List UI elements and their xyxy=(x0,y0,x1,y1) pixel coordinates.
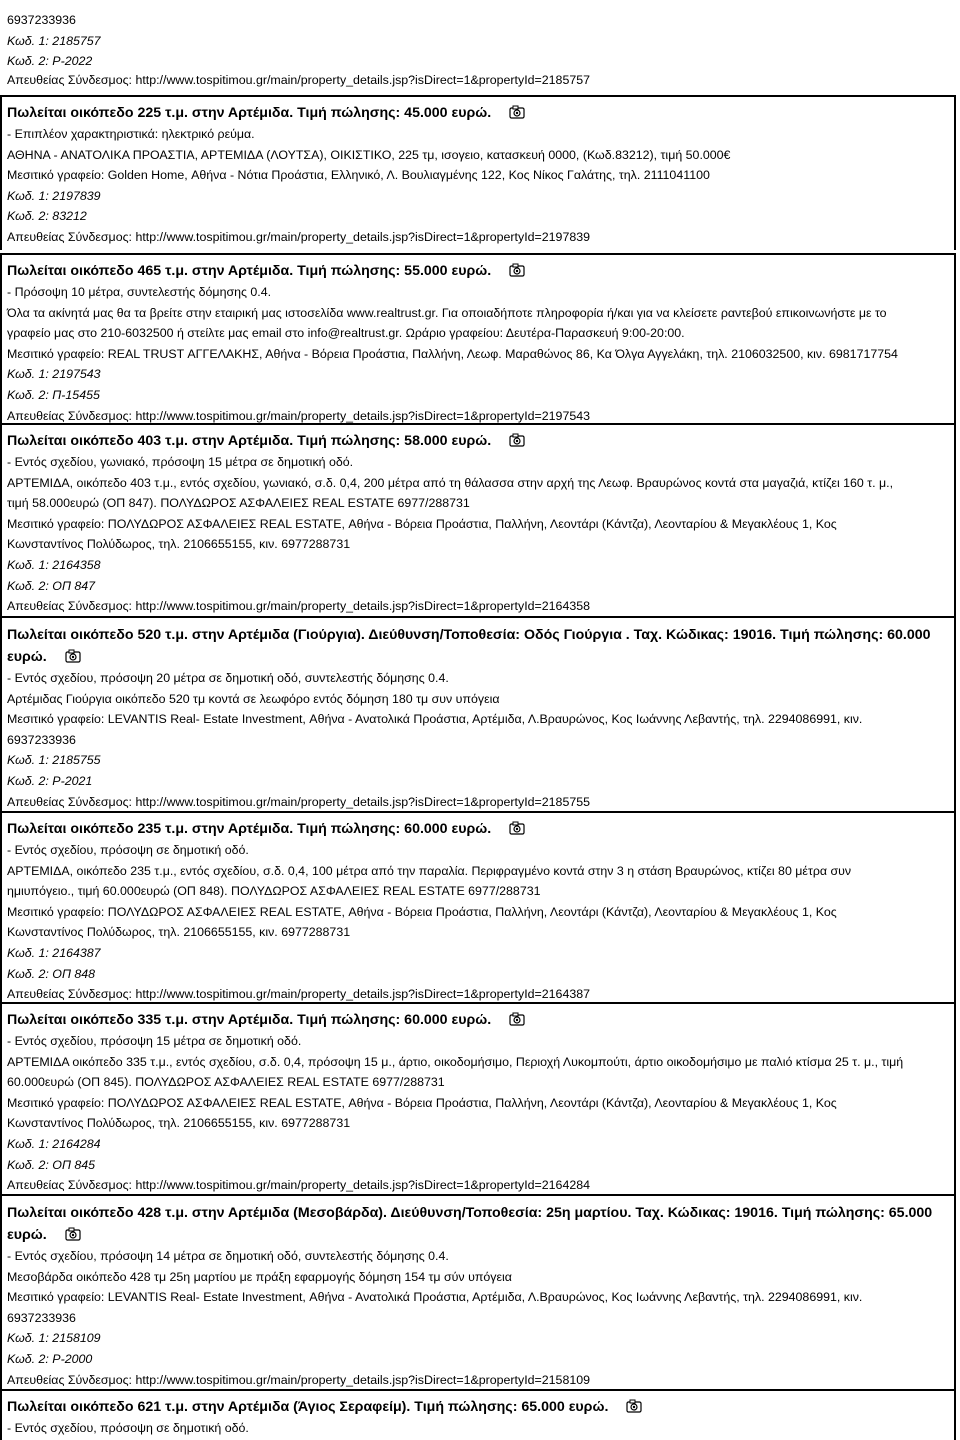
listing-title-text: Πωλείται οικόπεδο 621 τ.μ. στην Αρτέμιδα (Άγιος Σεραφείμ). Τιμή πώλησης: 65.000 ευρώ. xyxy=(7,1399,609,1415)
listing-block xyxy=(0,423,956,619)
listing-title-text: Πωλείται οικόπεδο 465 τ.μ. στην Αρτέμιδα. Τιμή πώλησης: 55.000 ευρώ. xyxy=(7,263,492,279)
listing-code1: Κωδ. 1: 2185755 xyxy=(7,753,101,768)
listing-block xyxy=(0,253,956,428)
listing-description-line: Μεσιτικό γραφείο: ΠΟΛΥΔΩΡΟΣ ΑΣΦΑΛΕΙΕΣ REAL ESTATE, Αθήνα - Βόρεια Προάστια, Παλλήνη, Λεοντάρι (Κάντζα), Λεονταρίου & Μεγακλέους 1, Κος xyxy=(7,1095,837,1110)
listing-description-line: ΑΘΗΝΑ - ΑΝΑΤΟΛΙΚΑ ΠΡΟΑΣΤΙΑ, ΑΡΤΕΜΙΔΑ (ΛΟΥΤΣΑ), ΟΙΚΙΣΤΙΚΟ, 225 τμ, ισογειο, κατασκευή 0000, (Κωδ.83212), τιμή 50.000€ xyxy=(7,147,731,162)
photo-camera-icon[interactable] xyxy=(509,821,525,841)
listing-description-line: ημιυπόγειο., τιμή 60.000ευρώ (ΟΠ 848). ΠΟΛΥΔΩΡΟΣ ΑΣΦΑΛΕΙΕΣ REAL ESTATE 6977/288731 xyxy=(7,884,541,899)
listing-code2: Κωδ. 2: Ρ-2021 xyxy=(7,774,93,788)
listing-code1: Κωδ. 1: 2197543 xyxy=(7,367,101,382)
listing-title xyxy=(7,819,525,841)
listing-description-line: Μεσιτικό γραφείο: LEVANTIS Real- Estate Investment, Αθήνα - Ανατολικά Προάστια, Αρτέμιδα, Λ.Βραυρώνος, Κος Ιωάννης Λεβαντής, τηλ. 2294086991, κιν. xyxy=(7,1290,863,1305)
listing-title-text: Πωλείται οικόπεδο 235 τ.μ. στην Αρτέμιδα. Τιμή πώλησης: 60.000 ευρώ. xyxy=(7,821,492,837)
listing-title-text: Πωλείται οικόπεδο 428 τ.μ. στην Αρτέμιδα (Μεσοβάρδα). Διεύθυνση/Τοποθεσία: 25η μαρτίου. Ταχ. Κώδικας: 19016. Τιμή πώλησης: 65.000 ευρώ. xyxy=(7,1205,933,1243)
listing-code2: Κωδ. 2: ΟΠ 847 xyxy=(7,578,96,593)
listing-description-line: Κωνσταντίνος Πολύδωρος, τηλ. 2106655155, κιν. 6977288731 xyxy=(7,925,351,940)
photo-camera-icon[interactable] xyxy=(509,433,525,453)
listing-title xyxy=(7,1010,525,1032)
listing-direct-link[interactable]: Απευθείας Σύνδεσμος: http://www.tospitimou.gr/main/property_details.jsp?isDirect=1&propertyId=2164387 xyxy=(7,987,591,1002)
listing-direct-link[interactable]: Απευθείας Σύνδεσμος: http://www.tospitimou.gr/main/property_details.jsp?isDirect=1&propertyId=2197543 xyxy=(7,408,591,423)
listing-title xyxy=(7,1397,642,1419)
listing-code1: Κωδ. 1: 2158109 xyxy=(7,1331,101,1346)
listing-title xyxy=(7,624,942,670)
listing-description-line: 60.000ευρώ (ΟΠ 845). ΠΟΛΥΔΩΡΟΣ ΑΣΦΑΛΕΙΕΣ REAL ESTATE 6977/288731 xyxy=(7,1075,445,1090)
photo-camera-icon[interactable] xyxy=(509,263,525,283)
listing-description-line: ΑΡΤΕΜΙΔΑ, οικόπεδο 403 τ.μ., εντός σχεδίου, γωνιακό, σ.δ. 0,4, 200 μέτρα από τη θάλασσα στην αρχή της Λεωφ. Βραυρώνος κοντά στα μαγαζιά, κτίζει 160 τ. μ., xyxy=(7,475,894,490)
listing-description-line: 6937233936 xyxy=(7,1310,76,1325)
listing-description-line: τιμή 58.000ευρώ (ΟΠ 847). ΠΟΛΥΔΩΡΟΣ ΑΣΦΑΛΕΙΕΣ REAL ESTATE 6977/288731 xyxy=(7,496,470,511)
listing-features: - Εντός σχεδίου, πρόσοψη σε δημοτική οδό. xyxy=(7,1421,249,1435)
listing-code1: Κωδ. 1: 2164387 xyxy=(7,946,101,960)
listing-code2: Κωδ. 2: ΟΠ 845 xyxy=(7,1157,96,1172)
listing-description-line: Μεσοβάρδα οικόπεδο 428 τμ 25η μαρτίου με πράξη εφαρμογής δόμηση 154 τμ σύν υπόγεια xyxy=(7,1269,512,1284)
listing-description-line: Μεσιτικό γραφείο: ΠΟΛΥΔΩΡΟΣ ΑΣΦΑΛΕΙΕΣ REAL ESTATE, Αθήνα - Βόρεια Προάστια, Παλλήνη, Λεοντάρι (Κάντζα), Λεονταρίου & Μεγακλέους 1, Κος xyxy=(7,904,837,919)
listing-description-line: Όλα τα ακίνητά μας θα τα βρείτε στην εταιρική μας ιστοσελίδα www.realtrust.gr. Για οποιαδήποτε πληροφορία ή/και για να κλείσετε ραντεβού επικοινωνήστε με το xyxy=(7,305,887,320)
listing-description-line: ΑΡΤΕΜΙΔΑ οικόπεδο 335 τ.μ., εντός σχεδίου, σ.δ. 0,4, πρόσοψη 15 μ., άρτιο, οικοδομήσιμο, Περιοχή Λυκομπούτι, άρτιο οικοδομήσιμο με παλιό κτίσμα 25 τ. μ., τιμή xyxy=(7,1054,904,1069)
photo-camera-icon[interactable] xyxy=(65,648,81,670)
listing-description-line: Μεσιτικό γραφείο: ΠΟΛΥΔΩΡΟΣ ΑΣΦΑΛΕΙΕΣ REAL ESTATE, Αθήνα - Βόρεια Προάστια, Παλλήνη, Λεοντάρι (Κάντζα), Λεονταρίου & Μεγακλέους 1, Κος xyxy=(7,516,837,531)
listing-title-text: Πωλείται οικόπεδο 520 τ.μ. στην Αρτέμιδα (Γιούργια). Διεύθυνση/Τοποθεσία: Οδός Γιούργια . Ταχ. Κώδικας: 19016. Τιμή πώλησης: 60.000 ευρώ. xyxy=(7,627,931,665)
listing-description-line: Μεσιτικό γραφείο: LEVANTIS Real- Estate Investment, Αθήνα - Ανατολικά Προάστια, Αρτέμιδα, Λ.Βραυρώνος, Κος Ιωάννης Λεβαντής, τηλ. 2294086991, κιν. xyxy=(7,712,863,727)
listing-title xyxy=(7,103,525,125)
listing-description-line: 6937233936 xyxy=(7,732,76,747)
listing-description-line: γραφείο μας στο 210-6032500 ή στείλτε μας email στο info@realtrust.gr. Ωράριο γραφείου: Δευτέρα-Παρασκευή 9:00-20:00. xyxy=(7,326,685,341)
listing-features: - Εντός σχεδίου, πρόσοψη 20 μέτρα σε δημοτική οδό, συντελεστής δόμησης 0.4. xyxy=(7,671,449,685)
top-phone: 6937233936 xyxy=(7,13,76,27)
listing-code1: Κωδ. 1: 2164358 xyxy=(7,558,101,572)
listing-description-line: Μεσιτικό γραφείο: REAL TRUST ΑΓΓΕΛΑΚΗΣ, Αθήνα - Βόρεια Προάστια, Παλλήνη, Λεωφ. Μαραθώνος 86, Κα Όλγα Αγγελάκη, τηλ. 2106032500, κιν. 6981717754 xyxy=(7,346,898,361)
listing-features: - Πρόσοψη 10 μέτρα, συντελεστής δόμησης 0.4. xyxy=(7,285,272,299)
top-direct-link[interactable]: Απευθείας Σύνδεσμος: http://www.tospitimou.gr/main/property_details.jsp?isDirect=1&propertyId=2185757 xyxy=(7,73,591,87)
top-code2: Κωδ. 2: Ρ-2022 xyxy=(7,54,93,68)
listing-code1: Κωδ. 1: 2164284 xyxy=(7,1137,101,1151)
listing-features: - Εντός σχεδίου, πρόσοψη 15 μέτρα σε δημοτική οδό. xyxy=(7,1034,302,1048)
listing-direct-link[interactable]: Απευθείας Σύνδεσμος: http://www.tospitimou.gr/main/property_details.jsp?isDirect=1&propertyId=2164284 xyxy=(7,1178,591,1193)
listing-title xyxy=(7,261,525,283)
top-code1: Κωδ. 1: 2185757 xyxy=(7,34,101,48)
listing-title xyxy=(7,1202,942,1248)
listing-description-line: Κωνσταντίνος Πολύδωρος, τηλ. 2106655155, κιν. 6977288731 xyxy=(7,1116,351,1131)
listing-code1: Κωδ. 1: 2197839 xyxy=(7,188,101,203)
listing-title-text: Πωλείται οικόπεδο 225 τ.μ. στην Αρτέμιδα. Τιμή πώλησης: 45.000 ευρώ. xyxy=(7,105,492,121)
listing-block xyxy=(0,1194,956,1392)
listing-code2: Κωδ. 2: Ρ-2000 xyxy=(7,1352,93,1366)
photo-camera-icon[interactable] xyxy=(65,1226,81,1248)
listing-features: - Επιπλέον χαρακτηριστικά: ηλεκτρικό ρεύμα. xyxy=(7,127,255,141)
listing-title xyxy=(7,431,525,453)
listing-description-line: ΑΡΤΕΜΙΔΑ, οικόπεδο 235 τ.μ., εντός σχεδίου, σ.δ. 0,4, 100 μέτρα από την παραλία. Περιφραγμένο κοντά στην 3 η στάση Βραυρώνος, κτίζει 80 μέτρα συν xyxy=(7,863,852,878)
listing-direct-link[interactable]: Απευθείας Σύνδεσμος: http://www.tospitimou.gr/main/property_details.jsp?isDirect=1&propertyId=2158109 xyxy=(7,1372,591,1387)
listing-features: - Εντός σχεδίου, πρόσοψη 14 μέτρα σε δημοτική οδό, συντελεστής δόμησης 0.4. xyxy=(7,1249,449,1263)
listing-block xyxy=(0,1389,956,1440)
listing-block xyxy=(0,811,956,1007)
listing-features: - Εντός σχεδίου, πρόσοψη σε δημοτική οδό. xyxy=(7,843,249,857)
listing-title-text: Πωλείται οικόπεδο 335 τ.μ. στην Αρτέμιδα. Τιμή πώλησης: 60.000 ευρώ. xyxy=(7,1012,492,1028)
listing-block xyxy=(0,95,956,250)
photo-camera-icon[interactable] xyxy=(509,105,525,125)
listing-direct-link[interactable]: Απευθείας Σύνδεσμος: http://www.tospitimou.gr/main/property_details.jsp?isDirect=1&propertyId=2185755 xyxy=(7,794,591,809)
photo-camera-icon[interactable] xyxy=(509,1012,525,1032)
listing-block xyxy=(0,616,956,814)
listing-description-line: Αρτέμιδας Γιούργια οικόπεδο 520 τμ κοντά σε λεωφόρο εντός δόμηση 180 τμ συν υπόγεια xyxy=(7,691,500,706)
listing-block xyxy=(0,1002,956,1198)
listing-code2: Κωδ. 2: 83212 xyxy=(7,209,87,224)
listing-code2: Κωδ. 2: Π-15455 xyxy=(7,388,100,402)
photo-camera-icon[interactable] xyxy=(626,1399,642,1419)
listing-code2: Κωδ. 2: ΟΠ 848 xyxy=(7,966,96,981)
listing-description-line: Μεσιτικό γραφείο: Golden Home, Αθήνα - Νότια Προάστια, Ελληνικό, Λ. Βουλιαγμένης 122, Κος Νίκος Γαλάτης, τηλ. 2111041100 xyxy=(7,168,710,183)
listing-description-line: Κωνσταντίνος Πολύδωρος, τηλ. 2106655155, κιν. 6977288731 xyxy=(7,537,351,552)
listing-features: - Εντός σχεδίου, γωνιακό, πρόσοψη 15 μέτρα σε δημοτική οδό. xyxy=(7,455,354,469)
listing-title-text: Πωλείται οικόπεδο 403 τ.μ. στην Αρτέμιδα. Τιμή πώλησης: 58.000 ευρώ. xyxy=(7,433,492,449)
listing-direct-link[interactable]: Απευθείας Σύνδεσμος: http://www.tospitimou.gr/main/property_details.jsp?isDirect=1&propertyId=2197839 xyxy=(7,230,591,244)
listing-direct-link[interactable]: Απευθείας Σύνδεσμος: http://www.tospitimou.gr/main/property_details.jsp?isDirect=1&propertyId=2164358 xyxy=(7,599,591,614)
